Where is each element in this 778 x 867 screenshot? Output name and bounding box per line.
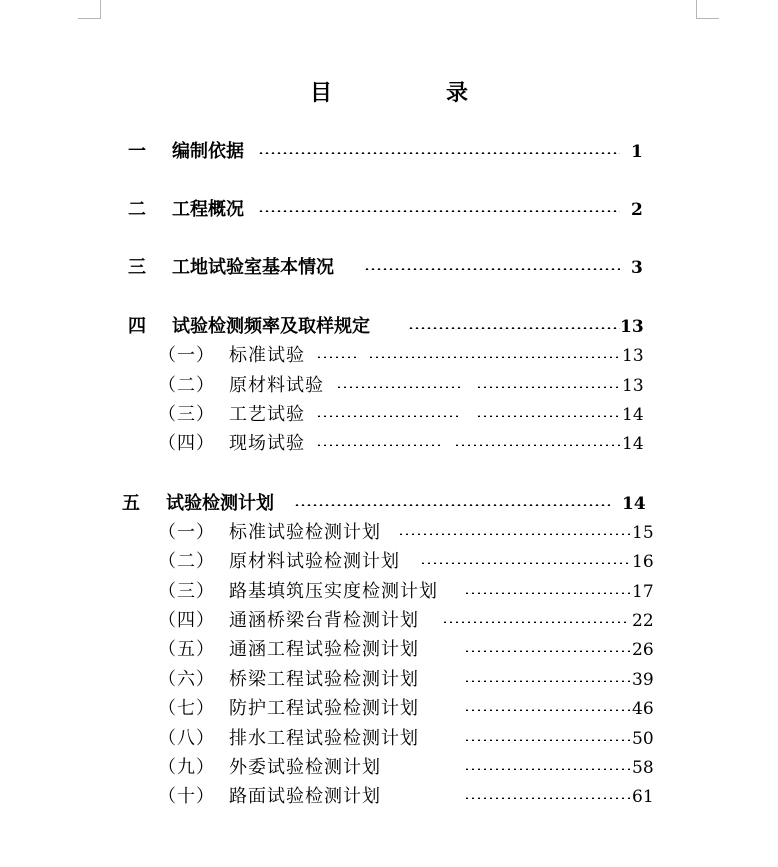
toc-subentry[interactable]	[0, 638, 778, 662]
toc-entry-page: 14	[622, 494, 646, 514]
toc-title: 目 录	[309, 80, 514, 106]
toc-subentry[interactable]	[0, 403, 778, 427]
toc-subentry[interactable]	[0, 727, 778, 751]
toc-subentry-page: 13	[622, 376, 644, 396]
toc-leader-dots	[258, 210, 620, 212]
toc-subentry-number: （八）	[158, 728, 215, 749]
toc-subentry-page: 39	[632, 670, 654, 690]
toc-subentry-page: 26	[632, 640, 654, 660]
toc-subentry-page: 14	[622, 405, 644, 425]
toc-subentry-number: （四）	[158, 433, 215, 454]
toc-subentry-number: （五）	[158, 639, 215, 660]
toc-subentry[interactable]	[0, 344, 778, 368]
toc-subentry-label: 排水工程试验检测计划	[229, 728, 419, 749]
toc-subentry-label: 工艺试验	[229, 404, 305, 425]
toc-subentry-page: 61	[632, 787, 654, 807]
toc-subentry[interactable]	[0, 550, 778, 574]
toc-subentry-number: （一）	[158, 522, 215, 543]
toc-subentry[interactable]	[0, 668, 778, 692]
toc-subentry[interactable]	[0, 697, 778, 721]
toc-subentry-page: 15	[632, 523, 654, 543]
toc-subentry-label: 通涵桥梁台背检测计划	[229, 610, 419, 631]
toc-leader-dots	[408, 327, 620, 329]
toc-subentry-page: 16	[632, 552, 654, 572]
toc-subentry[interactable]	[0, 580, 778, 604]
toc-leader-dots	[420, 562, 630, 564]
toc-subentry-label: 现场试验	[229, 433, 305, 454]
toc-subentry[interactable]	[0, 374, 778, 398]
toc-leader-dots	[464, 797, 630, 799]
toc-leader-dots	[464, 650, 630, 652]
toc-subentry-page: 46	[632, 699, 654, 719]
toc-subentry-label: 路面试验检测计划	[229, 786, 381, 807]
toc-entry-number: 二	[128, 199, 146, 220]
toc-subentry-page: 17	[632, 582, 654, 602]
toc-entry-label: 工程概况	[172, 199, 244, 220]
toc-entry-label: 工地试验室基本情况	[172, 257, 334, 278]
toc-entry-page: 13	[620, 317, 644, 337]
toc-subentry-page: 13	[622, 346, 644, 366]
toc-leader-dots	[464, 739, 630, 741]
toc-subentry-label: 外委试验检测计划	[229, 757, 381, 778]
toc-subentry-number: （四）	[158, 610, 215, 631]
toc-subentry[interactable]	[0, 756, 778, 780]
toc-leader-dots	[442, 621, 630, 623]
toc-subentry-number: （三）	[158, 581, 215, 602]
toc-entry-number: 四	[128, 316, 146, 337]
toc-subentry-label: 标准试验	[229, 345, 305, 366]
toc-subentry-page: 14	[622, 434, 644, 454]
toc-entry-label: 试验检测频率及取样规定	[172, 316, 370, 337]
toc-subentry-page: 22	[632, 611, 654, 631]
toc-subentry-label: 通涵工程试验检测计划	[229, 639, 419, 660]
toc-subentry[interactable]	[0, 521, 778, 545]
toc-subentry-page: 58	[632, 758, 654, 778]
toc-subentry-label: 标准试验检测计划	[229, 522, 381, 543]
toc-leader-dots	[464, 768, 630, 770]
toc-leader-dots	[464, 709, 630, 711]
toc-subentry-label: 防护工程试验检测计划	[229, 698, 419, 719]
toc-leader-dots	[476, 415, 620, 417]
toc-leader-dots	[316, 415, 460, 417]
toc-leader-dots	[454, 444, 620, 446]
toc-entry-page: 1	[631, 142, 643, 162]
toc-subentry-number: （六）	[158, 669, 215, 690]
page-corner-mark-right	[696, 0, 719, 19]
toc-leader-dots	[398, 533, 630, 535]
page-corner-mark-left	[78, 0, 101, 19]
toc-subentry-number: （七）	[158, 698, 215, 719]
toc-entry[interactable]	[0, 140, 778, 164]
toc-leader-dots	[364, 268, 620, 270]
toc-subentry-number: （三）	[158, 404, 215, 425]
toc-subentry-number: （一）	[158, 345, 215, 366]
toc-entry[interactable]	[0, 315, 778, 339]
toc-leader-dots	[316, 356, 356, 358]
toc-entry-label: 试验检测计划	[166, 493, 274, 514]
toc-entry[interactable]	[0, 492, 778, 516]
toc-leader-dots	[368, 356, 620, 358]
toc-entry-label: 编制依据	[172, 141, 244, 162]
toc-subentry-number: （二）	[158, 375, 215, 396]
toc-subentry[interactable]	[0, 609, 778, 633]
toc-entry[interactable]	[0, 198, 778, 222]
toc-leader-dots	[336, 386, 460, 388]
toc-leader-dots	[476, 386, 620, 388]
toc-subentry-number: （十）	[158, 786, 215, 807]
toc-entry-number: 三	[128, 257, 146, 278]
toc-subentry-page: 50	[632, 729, 654, 749]
toc-subentry-label: 原材料试验检测计划	[229, 551, 400, 572]
toc-subentry-label: 桥梁工程试验检测计划	[229, 669, 419, 690]
toc-entry-number: 五	[122, 493, 140, 514]
toc-leader-dots	[464, 592, 630, 594]
toc-entry[interactable]	[0, 256, 778, 280]
toc-leader-dots	[294, 504, 610, 506]
toc-subentry[interactable]	[0, 785, 778, 809]
toc-subentry-number: （九）	[158, 757, 215, 778]
toc-subentry-label: 原材料试验	[229, 375, 324, 396]
toc-subentry-label: 路基填筑压实度检测计划	[229, 581, 438, 602]
toc-entry-number: 一	[128, 141, 146, 162]
toc-leader-dots	[258, 152, 620, 154]
toc-entry-page: 3	[631, 258, 643, 278]
toc-leader-dots	[464, 680, 630, 682]
toc-subentry[interactable]	[0, 432, 778, 456]
toc-subentry-number: （二）	[158, 551, 215, 572]
toc-entry-page: 2	[631, 200, 643, 220]
toc-leader-dots	[316, 444, 440, 446]
